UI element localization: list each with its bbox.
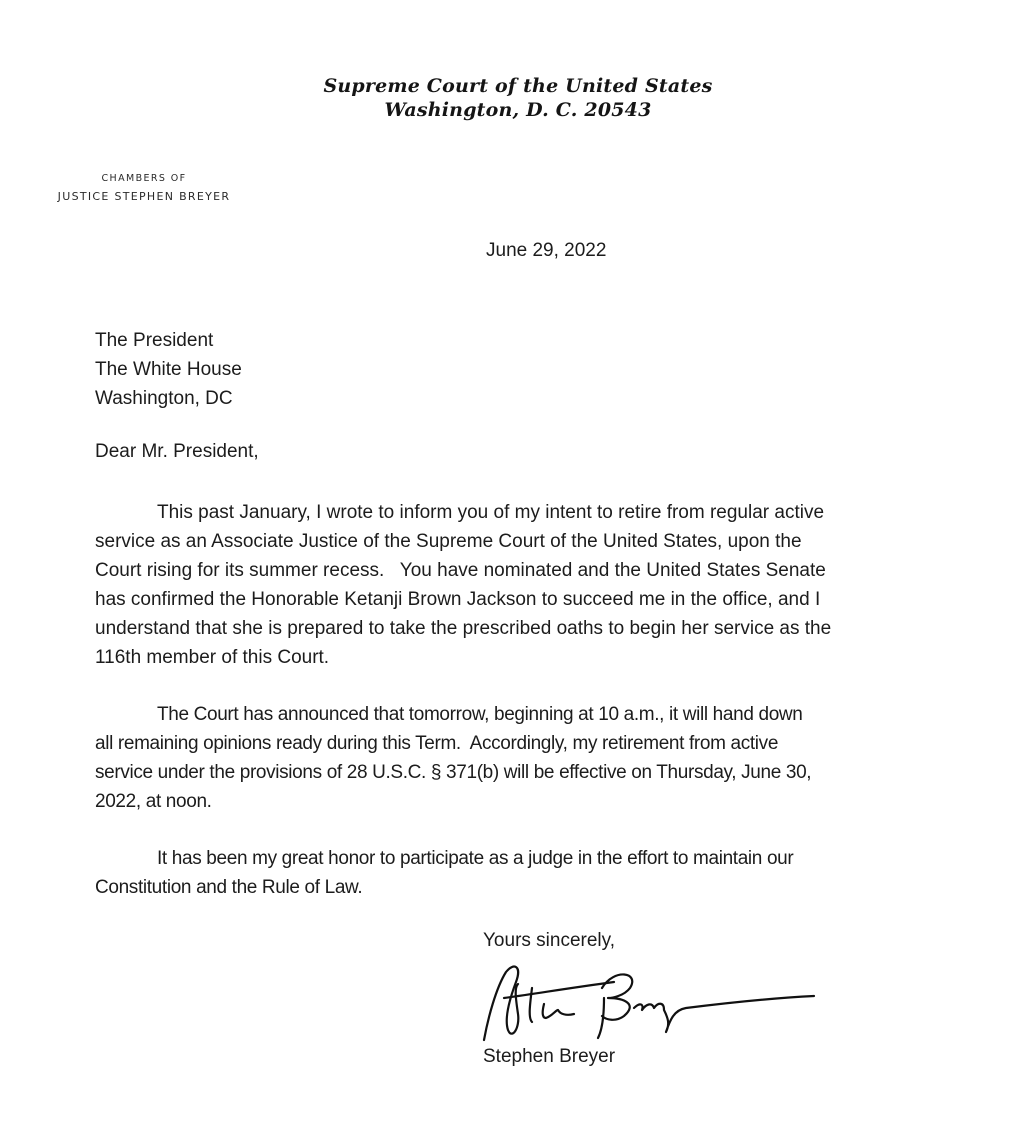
paragraph-line: It has been my great honor to participate as a judge in the effort to maintain our bbox=[157, 848, 794, 869]
letterhead-address: Washington, D. C. 20543 bbox=[384, 99, 652, 121]
salutation: Dear Mr. President, bbox=[95, 441, 259, 462]
paragraph-line: all remaining opinions ready during this Term. Accordingly, my retirement from active bbox=[95, 733, 779, 754]
body-paragraph-3 bbox=[95, 844, 793, 902]
paragraph-line: service as an Associate Justice of the Supreme Court of the United States, upon the bbox=[95, 531, 802, 552]
chambers-label: CHAMBERS OF bbox=[101, 173, 187, 184]
body-paragraph-1 bbox=[95, 498, 831, 672]
paragraph-line: understand that she is prepared to take the prescribed oaths to begin her service as the bbox=[95, 618, 832, 639]
chambers-block bbox=[28, 170, 260, 206]
paragraph-line: has confirmed the Honorable Ketanji Brown Jackson to succeed me in the office, and I bbox=[95, 589, 821, 610]
recipient-line: The President bbox=[95, 330, 214, 351]
letterhead-court-name: Supreme Court of the United States bbox=[323, 75, 713, 97]
letterhead bbox=[0, 74, 1026, 122]
chambers-justice-name: JUSTICE STEPHEN BREYER bbox=[57, 190, 231, 203]
paragraph-line: 2022, at noon. bbox=[95, 791, 212, 812]
signature-icon bbox=[474, 958, 834, 1048]
paragraph-line: Court rising for its summer recess. You have nominated and the United States Senate bbox=[95, 560, 826, 581]
recipient-line: Washington, DC bbox=[95, 388, 233, 409]
paragraph-line: 116th member of this Court. bbox=[95, 647, 330, 668]
recipient-address bbox=[95, 326, 242, 413]
letter-date: June 29, 2022 bbox=[486, 240, 607, 261]
paragraph-line: The Court has announced that tomorrow, beginning at 10 a.m., it will hand down bbox=[157, 704, 803, 725]
body-paragraph-2 bbox=[95, 700, 811, 816]
paragraph-line: service under the provisions of 28 U.S.C. § 371(b) will be effective on Thursday, June 30, bbox=[95, 762, 812, 783]
paragraph-line: Constitution and the Rule of Law. bbox=[95, 877, 363, 898]
signer-name: Stephen Breyer bbox=[483, 1046, 616, 1067]
closing: Yours sincerely, bbox=[483, 930, 616, 951]
paragraph-line: This past January, I wrote to inform you of my intent to retire from regular active bbox=[157, 502, 825, 523]
recipient-line: The White House bbox=[95, 359, 242, 380]
